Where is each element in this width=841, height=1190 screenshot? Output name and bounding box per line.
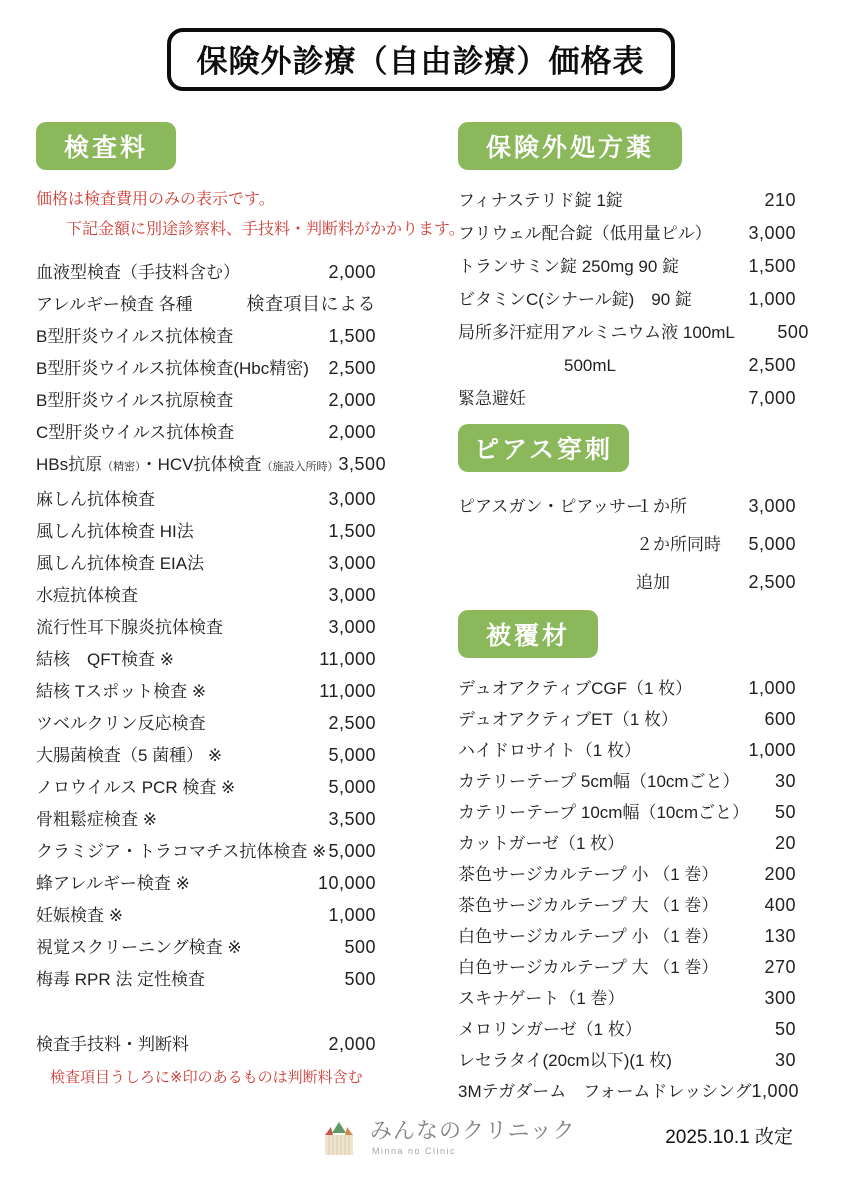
item-price: 11,000 <box>319 681 376 701</box>
dressing-list <box>458 678 800 1102</box>
item-label: 視覚スクリーニング検査 ※ <box>36 938 242 957</box>
price-row <box>36 809 376 830</box>
price-row <box>36 873 376 894</box>
item-price: 3,000 <box>748 223 796 243</box>
item-label: ピアスガン・ピアッサー <box>458 497 644 516</box>
price-row <box>458 895 796 916</box>
exam-note-1: 価格は検査費用のみの表示です。 <box>36 191 275 208</box>
item-price: 30 <box>774 771 796 791</box>
price-row <box>36 649 376 670</box>
price-row <box>458 988 796 1009</box>
item-label: 局所多汗症用アルミニウム液 100mL <box>458 323 735 342</box>
item-price: 5,000 <box>328 841 376 861</box>
item-label: 風しん抗体検査 EIA法 <box>36 554 205 573</box>
price-row <box>458 190 796 211</box>
item-label: 麻しん抗体検査 <box>36 490 155 509</box>
price-row <box>458 802 796 823</box>
item-label: フィナステリド錠 1錠 <box>458 191 623 210</box>
item-price: 1,000 <box>751 1081 800 1101</box>
clinic-name: みんなのクリニック <box>370 1118 576 1143</box>
price-row <box>36 454 387 478</box>
price-row <box>458 957 796 978</box>
item-label: 結核 QFT検査 ※ <box>36 650 174 669</box>
item-label: B型肝炎ウイルス抗体検査(Hbc精密) <box>36 359 309 378</box>
item-price: 400 <box>764 895 796 915</box>
price-row <box>458 1050 796 1071</box>
item-price: 2,500 <box>748 572 796 592</box>
price-row <box>36 585 376 606</box>
item-price: 600 <box>764 709 796 729</box>
item-price: 1,000 <box>748 740 796 760</box>
price-row <box>36 262 376 283</box>
item-price: 1,500 <box>748 256 796 276</box>
item-label: 3Mテガダーム フォームドレッシング <box>458 1082 752 1101</box>
price-row <box>458 1081 800 1102</box>
footer <box>0 1112 841 1172</box>
price-row <box>36 969 376 990</box>
clinic-logo-text <box>370 1118 576 1156</box>
item-label: 検査手技料・判断料 <box>36 1035 189 1054</box>
item-label: ハイドロサイト（1 枚） <box>458 741 641 760</box>
price-row <box>458 496 796 517</box>
price-row <box>36 294 376 315</box>
item-sublabel: 500mL <box>564 356 616 375</box>
price-row <box>36 1034 376 1055</box>
price-row <box>36 521 376 542</box>
item-label: フリウェル配合錠（低用量ピル） <box>458 224 712 243</box>
clinic-logo-icon <box>318 1118 360 1162</box>
price-row <box>36 326 376 347</box>
page-title: 保険外診療（自由診療）価格表 <box>167 28 675 91</box>
item-price: 20 <box>774 833 796 853</box>
item-label: 茶色サージカルテープ 大 （1 巻） <box>458 896 719 915</box>
price-row <box>36 841 376 862</box>
clinic-name-en: Minna no Clinic <box>372 1146 457 1156</box>
exam-fees-heading: 検査料 <box>36 122 176 170</box>
item-price: 3,000 <box>328 585 376 605</box>
price-row <box>36 777 376 798</box>
price-row <box>36 937 376 958</box>
dressing-heading: 被覆材 <box>458 610 598 658</box>
item-sublabel: 追加 <box>636 573 670 592</box>
item-price: 30 <box>774 1050 796 1070</box>
item-price: 2,000 <box>328 390 376 410</box>
item-price: 3,000 <box>328 489 376 509</box>
item-label: 妊娠検査 ※ <box>36 906 123 925</box>
price-row <box>36 713 376 734</box>
item-price: 1,500 <box>328 521 376 541</box>
item-price: 50 <box>774 1019 796 1039</box>
item-label: アレルギー検査 各種 <box>36 295 193 314</box>
price-row <box>458 572 796 593</box>
item-price: 3,000 <box>328 617 376 637</box>
piercing-section <box>458 424 796 593</box>
item-label: 水痘抗体検査 <box>36 586 138 605</box>
exam-fees-list <box>36 262 387 990</box>
exam-fees-section <box>36 122 465 1087</box>
item-price: 1,500 <box>328 326 376 346</box>
item-price: 7,000 <box>748 388 796 408</box>
exam-fee-block <box>36 1034 376 1087</box>
right-column <box>458 122 809 1112</box>
price-row <box>458 926 796 947</box>
item-price: 5,000 <box>328 745 376 765</box>
price-row <box>458 678 796 699</box>
item-price: 1,000 <box>748 678 796 698</box>
item-price: 3,500 <box>328 809 376 829</box>
exam-note-2: 下記金額に別途診察料、手技料・判断料がかかります。 <box>66 221 465 238</box>
item-label: カテリーテープ 10cm幅（10cmごと） <box>458 803 750 822</box>
item-label: カテリーテープ 5cm幅（10cmごと） <box>458 772 740 791</box>
item-label: C型肝炎ウイルス抗体検査 <box>36 423 235 442</box>
item-sublabel: １か所 <box>636 497 687 516</box>
item-price: 3,000 <box>748 496 796 516</box>
price-row <box>458 289 796 310</box>
item-price: 500 <box>777 322 809 342</box>
item-price: 5,000 <box>328 777 376 797</box>
price-row <box>36 745 376 766</box>
price-row <box>458 355 796 376</box>
item-price: 300 <box>764 988 796 1008</box>
item-label: 血液型検査（手技料含む） <box>36 263 240 282</box>
item-price: 2,000 <box>328 1034 376 1054</box>
item-price: 210 <box>764 190 796 210</box>
item-price: 130 <box>764 926 796 946</box>
item-price: 200 <box>764 864 796 884</box>
item-label: HBs抗原（精密）・HCV抗体検査（施設入所時） <box>36 455 339 474</box>
price-row <box>458 534 796 555</box>
price-row <box>458 709 796 730</box>
item-price: 11,000 <box>319 649 376 669</box>
price-row <box>458 322 809 343</box>
meds-list <box>458 190 809 409</box>
item-label: B型肝炎ウイルス抗原検査 <box>36 391 234 410</box>
item-price: 1,000 <box>328 905 376 925</box>
item-label: 梅毒 RPR 法 定性検査 <box>36 970 206 989</box>
item-price: 2,500 <box>328 713 376 733</box>
item-label: 骨粗鬆症検査 ※ <box>36 810 157 829</box>
dressing-section <box>458 610 800 1102</box>
piercing-list <box>458 496 796 593</box>
price-row <box>458 1019 796 1040</box>
item-price: 2,000 <box>328 262 376 282</box>
price-row <box>458 740 796 761</box>
item-label: 結核 Tスポット検査 ※ <box>36 682 207 701</box>
clinic-logo-group <box>318 1118 576 1162</box>
price-row <box>36 617 376 638</box>
item-label: 蜂アレルギー検査 ※ <box>36 874 190 893</box>
item-label: 流行性耳下腺炎抗体検査 <box>36 618 223 637</box>
price-row <box>36 358 376 379</box>
item-label: ツベルクリン反応検査 <box>36 714 206 733</box>
item-label: 白色サージカルテープ 大 （1 巻） <box>458 958 719 977</box>
item-label: ビタミンC(シナール錠) 90 錠 <box>458 290 692 309</box>
price-row <box>36 681 376 702</box>
item-label: レセラタイ(20cm以下)(1 枚) <box>458 1051 672 1070</box>
item-label: 大腸菌検査（5 菌種） ※ <box>36 746 223 765</box>
item-label: カットガーゼ（1 枚） <box>458 834 625 853</box>
item-sublabel: ２か所同時 <box>636 535 721 554</box>
item-label: 緊急避妊 <box>458 389 526 408</box>
price-row <box>458 388 796 409</box>
item-price: 10,000 <box>317 873 376 893</box>
item-label: 茶色サージカルテープ 小 （1 巻） <box>458 865 719 884</box>
item-price: 2,500 <box>328 358 376 378</box>
item-price: 500 <box>344 937 376 957</box>
item-price: 検査項目による <box>246 294 376 314</box>
price-row <box>36 422 376 443</box>
item-label: B型肝炎ウイルス抗体検査 <box>36 327 234 346</box>
revision-date: 2025.10.1 改定 <box>665 1127 793 1148</box>
price-row <box>458 833 796 854</box>
item-price: 500 <box>344 969 376 989</box>
item-price: 270 <box>764 957 796 977</box>
item-label: トランサミン錠 250mg 90 錠 <box>458 257 680 276</box>
price-row <box>458 223 796 244</box>
item-price: 2,500 <box>748 355 796 375</box>
title-area <box>0 28 841 91</box>
price-row <box>458 864 796 885</box>
item-price: 5,000 <box>748 534 796 554</box>
price-row <box>36 905 376 926</box>
piercing-heading: ピアス穿刺 <box>458 424 629 472</box>
item-label: ノロウイルス PCR 検査 ※ <box>36 778 236 797</box>
item-price: 1,000 <box>748 289 796 309</box>
item-price: 2,000 <box>328 422 376 442</box>
item-label: クラミジア・トラコマチス抗体検査 ※ <box>36 842 327 861</box>
item-label: スキナゲート（1 巻） <box>458 989 625 1008</box>
price-row <box>36 553 376 574</box>
item-price: 3,500 <box>338 454 387 474</box>
price-row <box>458 256 796 277</box>
item-label: デュオアクティブCGF（1 枚） <box>458 679 693 698</box>
exam-fee-note: 検査項目うしろに※印のあるものは判断料含む <box>50 1069 363 1086</box>
item-price: 50 <box>774 802 796 822</box>
meds-heading: 保険外処方薬 <box>458 122 682 170</box>
item-label: 風しん抗体検査 HI法 <box>36 522 194 541</box>
price-row <box>36 390 376 411</box>
item-label: メロリンガーゼ（1 枚） <box>458 1020 642 1039</box>
item-label: 白色サージカルテープ 小 （1 巻） <box>458 927 719 946</box>
item-label: デュオアクティブET（1 枚） <box>458 710 679 729</box>
price-row <box>36 489 376 510</box>
price-row <box>458 771 796 792</box>
item-price: 3,000 <box>328 553 376 573</box>
